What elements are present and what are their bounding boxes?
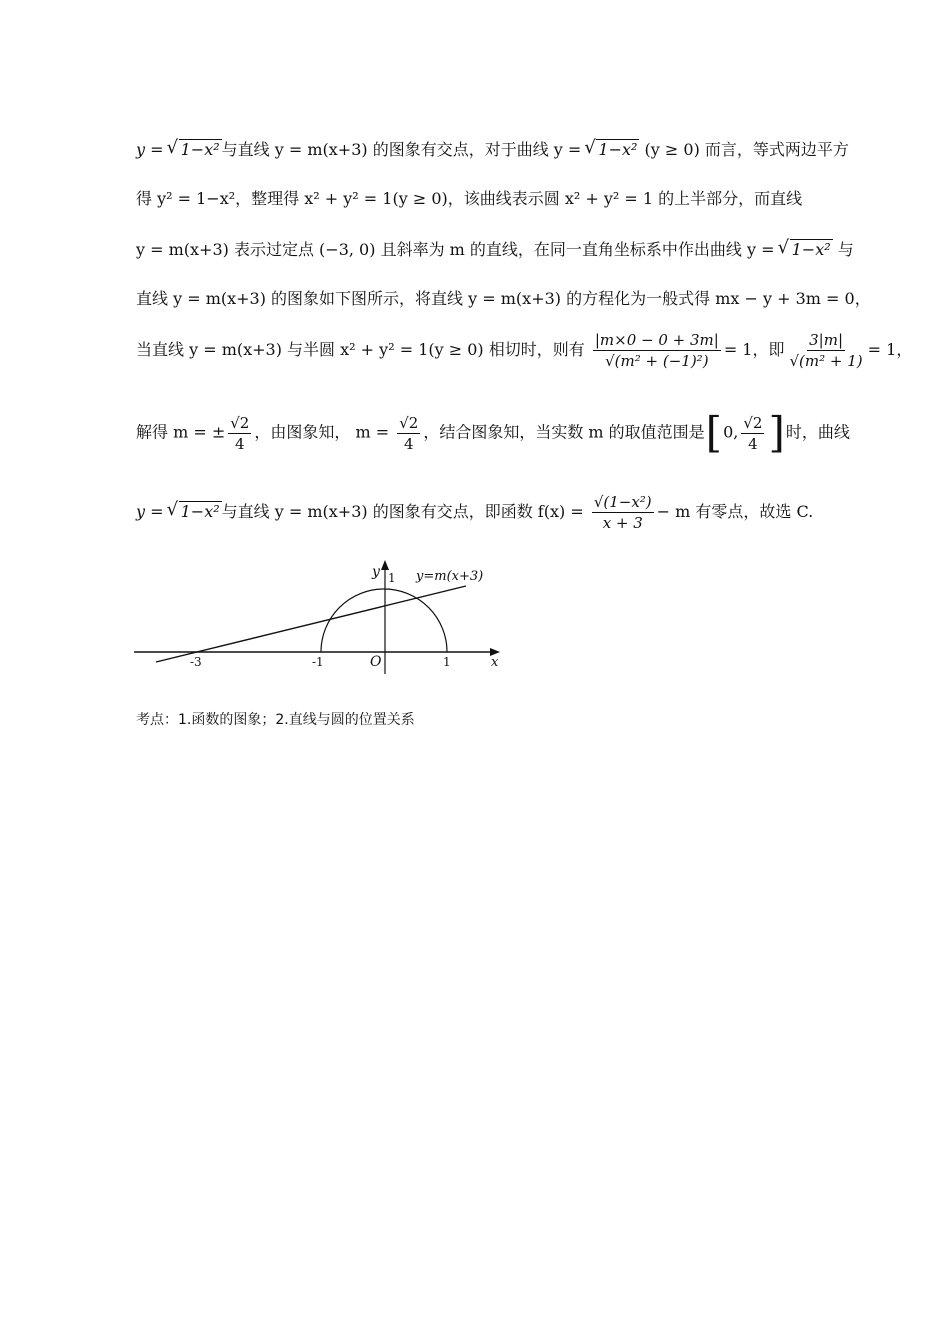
line-y-m-x-plus-3 <box>156 586 466 662</box>
tick-top-label: 1 <box>388 571 396 585</box>
text: 当直线 y = m(x+3) 与半圆 x² + y² = 1(y ≥ 0) 相切时，则有 <box>136 340 585 359</box>
fraction: $\frac{3|m|}{\text{√(m² + 1)}}$ <box>789 331 863 370</box>
text: 与直线 y = m(x+3) 的图象有交点，即函数 f(x) = <box>221 502 589 521</box>
text: 与 <box>832 240 854 259</box>
text: 解得 m = ± <box>136 422 226 442</box>
text: 直线 y = m(x+3) 的图象如下图所示，将直线 y = m(x+3) 的方程化为一般式得 mx − y + 3m = 0， <box>136 289 871 308</box>
y-axis-arrow <box>381 560 389 570</box>
fraction: $\frac{√2}{4}$ <box>743 413 763 453</box>
text: − m 有零点，故选 C. <box>656 502 814 521</box>
expr: y = <box>136 140 169 159</box>
text: ，结合图象知，当实数 m 的取值范围是 <box>423 422 705 442</box>
tick-neg1-label: -1 <box>312 655 324 669</box>
text-line-5 <box>136 330 912 371</box>
text: 时，曲线 <box>785 422 850 442</box>
y-axis-label: y <box>372 564 380 580</box>
fraction: $\frac{√2}{4}$ <box>399 413 419 453</box>
text: y = m(x+3) 表示过定点 (−3, 0) 且斜率为 m 的直线，在同一直角坐标系中作出曲线 y = <box>136 240 780 259</box>
text-line-2 <box>136 189 802 209</box>
left-bracket: [ <box>705 408 723 457</box>
text: ，由图象知， m = <box>254 422 395 442</box>
semicircle <box>321 589 447 652</box>
sqrt-expr: √ 1−x² <box>169 140 222 160</box>
text: = 1， <box>867 340 913 359</box>
sqrt-expr: √ 1−x² <box>169 502 222 522</box>
text-line-1 <box>136 140 849 160</box>
text-line-6 <box>136 408 850 457</box>
right-bracket: ] <box>768 408 785 457</box>
text-line-3 <box>136 240 854 260</box>
graph-figure <box>128 556 508 676</box>
tick-pos1-label: 1 <box>443 655 451 669</box>
text: 与直线 y = m(x+3) 的图象有交点，对于曲线 y = <box>221 140 587 159</box>
sqrt-expr: √ 1−x² <box>780 240 833 260</box>
text-line-7 <box>136 492 813 533</box>
x-axis-label: x <box>491 655 499 670</box>
fraction: $\frac{√2}{4}$ <box>230 413 250 453</box>
line-label: y=m(x+3) <box>416 569 484 584</box>
fraction: $\frac{|m\times 0 - 0 + 3m|}{\text{√(m² + (−1)²)}}$ <box>594 331 719 370</box>
tick-neg3-label: -3 <box>190 655 202 669</box>
fraction: $\frac{\text{√(1−x²)}}{x + 3}$ <box>593 493 652 532</box>
text: = 1，即 <box>723 340 785 359</box>
text: (y ≥ 0) 而言，等式两边平方 <box>639 140 849 159</box>
text-line-4 <box>136 289 871 309</box>
sqrt-expr: √ 1−x² <box>586 140 639 160</box>
origin-label: O <box>370 654 382 670</box>
text: 0, <box>723 422 739 442</box>
expr: y = <box>136 502 169 521</box>
text: 得 y² = 1−x²，整理得 x² + y² = 1(y ≥ 0)，该曲线表示圆 x² + y² = 1 的上半部分，而直线 <box>136 189 803 208</box>
key-points-note: 考点：1.函数的图象；2.直线与圆的位置关系 <box>136 712 415 728</box>
